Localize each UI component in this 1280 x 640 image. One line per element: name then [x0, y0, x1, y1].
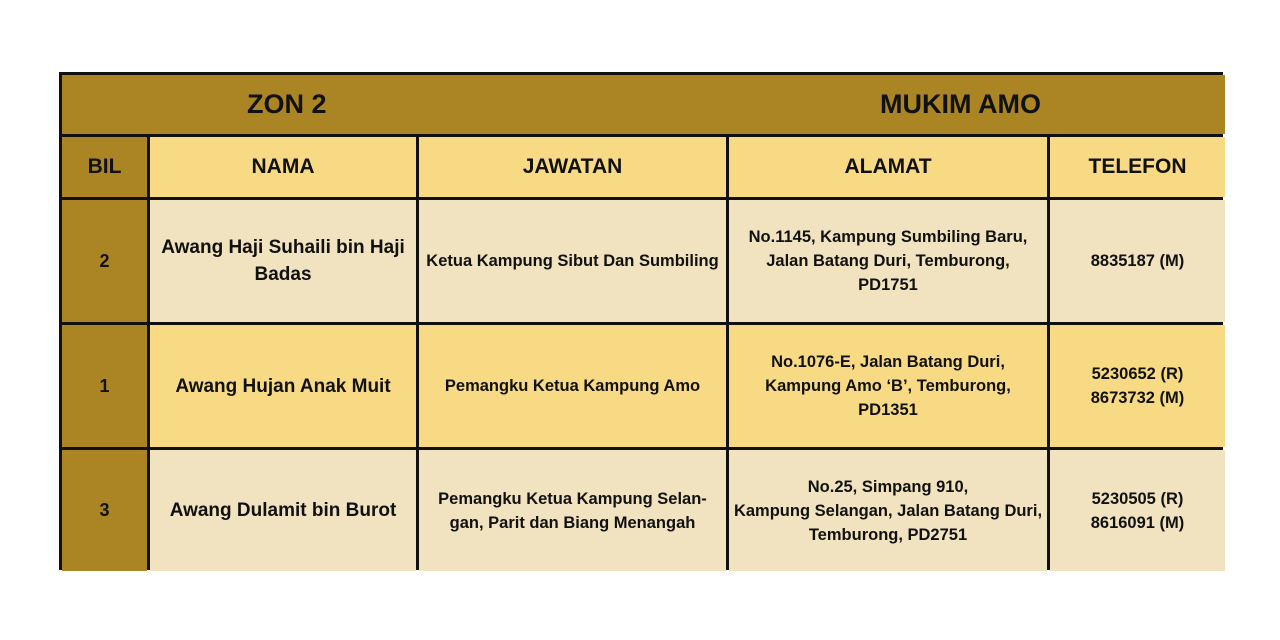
row-1-alamat-line-2: Jalan Batang Duri, Temburong, — [766, 252, 1010, 270]
row-3-alamat-line-1: No.25, Simpang 910, — [807, 477, 969, 496]
column-header-jawatan: JAWATAN — [419, 137, 726, 197]
row-3-telefon-2: 8616091 (M) — [1090, 513, 1185, 532]
zone-title: ZON 2 — [247, 89, 327, 119]
row-2-alamat-line-3: PD1351 — [858, 401, 918, 419]
row-1-bil: 2 — [62, 200, 147, 322]
row-3-telefon-1: 5230505 (R) — [1091, 489, 1184, 508]
row-1-alamat-line-1: No.1145, Kampung Sumbiling Baru, — [748, 228, 1028, 246]
row-2-nama: Awang Hujan Anak Muit — [150, 325, 416, 447]
row-1-alamat-line-3: PD1751 — [858, 276, 918, 294]
row-3-jawatan: Pemangku Ketua Kampung Selan-gan, Parit dan Biang Menangah — [419, 450, 726, 571]
row-3-bil: 3 — [62, 450, 147, 571]
row-2-telefon-2: 8673732 (M) — [1090, 389, 1185, 407]
row-1-nama: Awang Haji Suhaili bin Haji Badas — [150, 200, 416, 322]
row-2-telefon — [1050, 325, 1225, 447]
contact-table — [59, 72, 1223, 570]
row-3-alamat-line-2: Kampung Selangan, Jalan Batang Duri, — [733, 501, 1043, 520]
column-header-nama: NAMA — [150, 137, 416, 197]
row-3-alamat — [729, 450, 1047, 571]
column-header-alamat: ALAMAT — [729, 137, 1047, 197]
row-2-jawatan: Pemangku Ketua Kampung Amo — [419, 325, 726, 447]
row-1-alamat — [729, 200, 1047, 322]
row-2-telefon-1: 5230652 (R) — [1091, 365, 1184, 383]
row-1-jawatan: Ketua Kampung Sibut Dan Sumbiling — [419, 200, 726, 322]
row-3-alamat-line-3: Temburong, PD2751 — [808, 525, 968, 544]
row-3-telefon — [1050, 450, 1225, 571]
row-2-bil: 1 — [62, 325, 147, 447]
row-2-alamat-line-1: No.1076-E, Jalan Batang Duri, — [771, 353, 1005, 371]
row-2-alamat-line-2: Kampung Amo ‘B’, Temburong, — [765, 377, 1011, 395]
column-header-telefon: TELEFON — [1050, 137, 1225, 197]
zone-header-row — [62, 75, 1225, 134]
column-header-bil: BIL — [62, 137, 147, 197]
row-3-nama: Awang Dulamit bin Burot — [150, 450, 416, 571]
row-1-telefon-1: 8835187 (M) — [1090, 252, 1185, 270]
row-1-telefon — [1050, 200, 1225, 322]
mukim-title: MUKIM AMO — [880, 89, 1041, 119]
row-2-alamat — [729, 325, 1047, 447]
